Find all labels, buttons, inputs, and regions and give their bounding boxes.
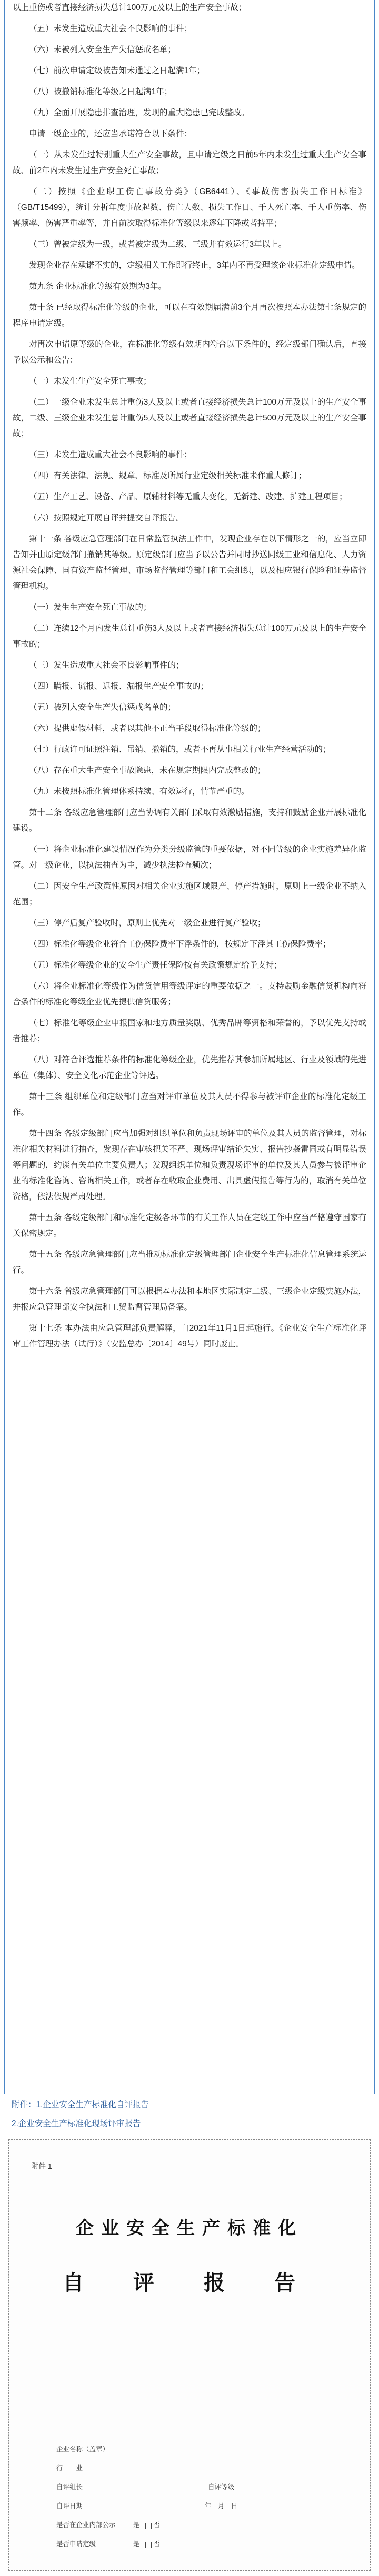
form-field-line (119, 2481, 204, 2491)
paragraph: 发现企业存在承诺不实的，定级相关工作即行终止，3年内不再受理该企业标准化定级申请。 (29, 261, 360, 270)
paragraph: 第十七条 本办法由应急管理部负责解释，自2021年11月1日起施行。《企业安全生产标准化评审工作管理办法（试行）》（安监总办〔2014〕49号）同时废止。 (13, 1324, 366, 1349)
paragraph: （三）未发生造成重大社会不良影响的事件； (29, 450, 193, 459)
paragraph: （一）将企业标准化建设情况作为分类分级监管的重要依据，对不同等级的企业实施差异化监管。对一级企业，以执法抽查为主，减少执法检查频次； (13, 845, 366, 870)
attachment-form-image (8, 2139, 371, 2571)
form-field-label: 自评日期 (56, 2502, 83, 2510)
form-option-label: 是 (133, 2540, 140, 2548)
paragraph: （六）按照规定开展自评并提交自评报告。 (29, 514, 184, 522)
article-body (4, 0, 375, 2094)
paragraph: （六）将企业标准化等级作为信贷信用等级评定的重要依据之一。支持鼓励金融信贷机构向符合条件的标准化等级企业优先提供信贷服务； (13, 982, 366, 1007)
form-field-row (56, 2453, 323, 2472)
paragraph: （八）对符合评选推荐条件的标准化等级企业，优先推荐其参加所属地区、行业及领域的先进单位（集体）、安全文化示范企业等评选。 (13, 1055, 366, 1080)
paragraph: （五）被列入安全生产失信惩戒名单的； (29, 703, 176, 712)
paragraph: （四）有关法律、法规、规章、标准及所属行业定级相关标准未作重大修订； (29, 471, 307, 480)
paragraph: 第十六条 省级应急管理部门可以根据本办法和本地区实际制定二级、三级企业定级实施办法，并报应急管理部安全执法和工贸监督管理局备案。 (13, 1287, 366, 1312)
attachment-link[interactable]: 2.企业安全生产标准化现场评审报告 (12, 2119, 141, 2128)
paragraph: 申请一级企业的，还应当承诺符合以下条件： (29, 129, 193, 138)
paragraph: （三）曾被定级为一级，或者被定级为二级、三级并有效运行3年以上。 (29, 240, 287, 249)
form-attachment-label: 附件 1 (31, 2162, 52, 2170)
paragraph: 第十五条 各级定级部门和标准化定级各环节的有关工作人员在定级工作中应当严格遵守国家有关保密规定。 (13, 1213, 366, 1238)
paragraph: （二）连续12个月内发生总计重伤3人及以上或者直接经济损失总计100万元及以上的生产安全事故的； (13, 624, 366, 649)
paragraph: （五）未发生造成重大社会不良影响的事件； (29, 24, 193, 33)
form-field-mid-label: 年 月 日 (204, 2502, 238, 2510)
paragraph: （五）生产工艺、设备、产品、原辅材料等无重大变化，无新建、改建、扩建工程项目； (29, 492, 347, 501)
form-field-row (56, 2510, 323, 2529)
paragraph: （一）未发生生产安全死亡事故； (29, 377, 152, 386)
paragraph: 第十一条 各级应急管理部门在日常监管执法工作中，发现企业存在以下情形之一的，应当立即告知并由原定级部门撤销其等级。原定级部门应当予以公告并同时抄送同级工业和信息化、人力资源社会保障、国有资产监督管理、市场监督管理等部门和工会组织，以及相应银行保险和证券监督管理机构。 (13, 535, 366, 591)
form-option-label: 否 (153, 2521, 161, 2529)
form-field-line (119, 2443, 323, 2453)
paragraph: （一）发生生产安全死亡事故的； (29, 603, 152, 612)
form-field-line (242, 2500, 323, 2510)
paragraph: （八）被撤销标准化等级之日起满1年； (29, 87, 173, 96)
paragraph: 第十五条 各级应急管理部门应当推动标准化定级管理部门企业安全生产标准化信息管理系统运行。 (13, 1250, 366, 1275)
paragraph: （一）从未发生过特别重大生产安全事故，且申请定级之日前5年内未发生过重大生产安全事故、前2年内未发生过生产安全死亡事故； (13, 150, 366, 175)
attachment-links (4, 2094, 375, 2132)
paragraph: 第十二条 各级应急管理部门应当协调有关部门采取有效激励措施，支持和鼓励企业开展标准化建设。 (13, 808, 366, 833)
paragraph: （二）一级企业未发生总计重伤3人及以上或者直接经济损失总计100万元及以上的生产安全事故，二级、三级企业未发生总计重伤5人及以上或者直接经济损失总计500万元及以上的生产安全事故； (13, 398, 366, 438)
form-field-row (56, 2434, 323, 2453)
form-field-label: 行 业 (56, 2464, 83, 2472)
paragraph: （九）全面开展隐患排查治理，发现的重大隐患已完成整改。 (29, 108, 250, 117)
paragraph: 第十四条 各级定级部门应当加强对组织单位和负责现场评审的单位及其人员的监督管理，对标准化相关材料进行抽查，发现存在审核把关不严、现场评审结论失实、报告抄袭雷同或有明显错误等问题的，约谈有关单位主要负责人；发现组织单位和负责现场评审的单位及其人员参与被评审企业的标准化咨询、咨询相关工作，或者存在收取企业费用、出具虚假报告等行为的，取消有关单位资格，依法依规严肃处理。 (13, 1129, 366, 1201)
form-field-label: 自评组长 (56, 2483, 83, 2491)
checkbox-icon (145, 2523, 152, 2529)
paragraph: （七）前次申请定级被告知未通过之日起满1年； (29, 66, 205, 75)
paragraph: （六）未被列入安全生产失信惩戒名单； (29, 45, 176, 54)
form-fields (56, 2434, 323, 2548)
paragraph: （三）停产后复产验收时，原则上优先对一级企业进行复产验收； (29, 919, 266, 928)
checkbox-icon (125, 2523, 131, 2529)
paragraph: （四）瞒报、谎报、迟报、漏报生产安全事故的； (29, 682, 209, 691)
form-field-row (56, 2529, 323, 2548)
form-field-line (238, 2481, 323, 2491)
form-field-mid-label: 自评等级 (208, 2483, 235, 2491)
paragraph: （三）发生造成重大社会不良影响事件的； (29, 661, 184, 670)
attachment-link[interactable]: 附件：1.企业安全生产标准化自评报告 (12, 2100, 149, 2109)
form-field-label: 企业名称（盖章） (56, 2446, 109, 2453)
paragraph: 对再次申请原等级的企业，在标准化等级有效期内符合以下条件的，经定级部门确认后，直接予以公示和公告： (13, 340, 366, 365)
checkbox-icon (125, 2542, 131, 2548)
paragraph: （九）未按照标准化管理体系持续、有效运行，情节严重的。 (29, 787, 250, 796)
paragraph: （八）存在重大生产安全事故隐患，未在规定期限内完成整改的； (29, 766, 266, 775)
form-field-row (56, 2491, 323, 2510)
form-field-line (119, 2500, 201, 2510)
paragraph: （二）按照《企业职工伤亡事故分类》（GB6441）、《事故伤害损失工作日标准》（GB/T15499），统计分析年度事故起数、伤亡人数、损失工作日、千人死亡率、千人重伤率、伤害频率、伤害严重率等，并自前次取得标准化等级以来逐年下降或者持平； (13, 187, 366, 228)
paragraph: 第十三条 组织单位和定级部门应当对评审单位及其人员不得参与被评审企业的标准化定级工作。 (13, 1092, 366, 1117)
paragraph: 第十条 已经取得标准化等级的企业，可以在有效期届满前3个月再次按照本办法第七条规定的程序申请定级。 (13, 303, 366, 328)
paragraph: 第九条 企业标准化等级有效期为3年。 (29, 282, 166, 291)
form-option-label: 否 (153, 2540, 161, 2548)
form-field-label: 是否在企业内部公示 (56, 2521, 116, 2529)
paragraph: （二）因安全生产政策性原因对相关企业实施区域限产、停产措施时，原则上一级企业不纳入范围； (13, 882, 366, 907)
form-title-line1: 企业安全生产标准化 (76, 2218, 303, 2239)
paragraph: （六）提供虚假材料，或者以其他不正当手段取得标准化等级的； (29, 724, 266, 733)
form-option-label: 是 (133, 2521, 140, 2529)
form-title-line2: 自 评 报 告 (63, 2270, 316, 2295)
paragraph: （七）标准化等级企业申报国家和地方质量奖励、优秀品牌等资格和荣誉的，予以优先支持或者推荐； (13, 1019, 366, 1043)
form-field-line (119, 2462, 323, 2472)
paragraph: （四）标准化等级企业符合工伤保险费率下浮条件的，按规定下浮其工伤保险费率； (29, 940, 331, 949)
paragraph: （五）标准化等级企业的安全生产责任保险按有关政策规定给予支持； (29, 961, 282, 970)
paragraph: （七）行政许可证照注销、吊销、撤销的，或者不再从事相关行业生产经营活动的； (29, 745, 331, 754)
checkbox-icon (145, 2542, 152, 2548)
form-field-label: 是否申请定级 (56, 2540, 96, 2548)
form-field-row (56, 2472, 323, 2491)
paragraph: 以上重伤或者直接经济损失总计100万元及以上的生产安全事故； (13, 3, 247, 12)
